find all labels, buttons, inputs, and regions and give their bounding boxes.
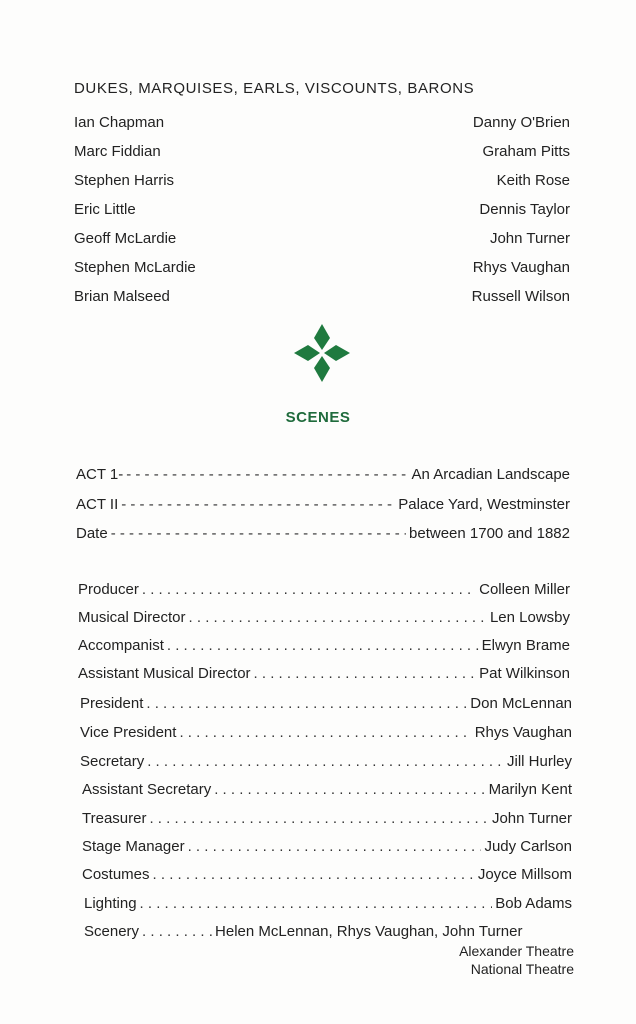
credit-role: Accompanist (78, 637, 164, 654)
leader-dots (179, 724, 471, 741)
leader-dots (142, 923, 212, 940)
credit-row (78, 581, 570, 598)
scenery-credit-extra (459, 942, 574, 978)
credit-row (80, 753, 572, 770)
credit-role: Treasurer (82, 810, 147, 827)
cast-member: Stephen McLardie (74, 259, 196, 276)
cast-list-right (472, 112, 570, 315)
leader-dashes (126, 466, 408, 483)
scenes-title: SCENES (285, 409, 351, 426)
scene-label: ACT II (76, 496, 119, 513)
credit-row (82, 838, 572, 855)
scene-value: Palace Yard, Westminster (398, 496, 570, 513)
leader-dots (142, 581, 476, 598)
leader-dots (254, 665, 477, 682)
credit-name: Colleen Miller (479, 581, 570, 598)
leader-dots (167, 637, 479, 654)
credit-role: Costumes (82, 866, 150, 883)
credit-role: Producer (78, 581, 139, 598)
cast-member: Ian Chapman (74, 114, 165, 131)
credit-role: Scenery (84, 923, 140, 940)
cast-member: Geoff McLardie (74, 230, 177, 247)
cast-member: Brian Malseed (74, 288, 170, 305)
credit-role: Lighting (84, 895, 137, 912)
leader-dots (189, 609, 487, 626)
leader-dots (147, 753, 504, 770)
cast-member: Rhys Vaughan (472, 259, 570, 276)
credit-row (82, 781, 572, 798)
cast-member: Russell Wilson (471, 288, 570, 305)
credit-row (84, 923, 574, 940)
cast-member: Marc Fiddian (74, 143, 161, 160)
leader-dashes (111, 525, 406, 542)
credit-role: President (80, 695, 144, 712)
credit-name: Helen McLennan, Rhys Vaughan, John Turner (215, 923, 523, 940)
credit-name: Judy Carlson (484, 838, 572, 855)
scenery-extra-line: National Theatre (470, 961, 574, 977)
cast-heading: DUKES, MARQUISES, EARLS, VISCOUNTS, BARONS (74, 80, 475, 97)
cast-list-left (74, 112, 196, 315)
scene-label: ACT 1- (76, 466, 124, 483)
credit-role: Assistant Secretary (82, 781, 212, 798)
leader-dots (188, 838, 482, 855)
credit-name: Bob Adams (495, 895, 572, 912)
scene-row (76, 466, 570, 483)
leader-dots (153, 866, 475, 883)
cast-member: Keith Rose (496, 172, 570, 189)
credit-row (80, 695, 572, 712)
cast-member: Stephen Harris (74, 172, 175, 189)
credit-role: Musical Director (78, 609, 186, 626)
scenery-extra-line: Alexander Theatre (459, 943, 574, 959)
leader-dots (149, 810, 488, 827)
credit-row (82, 866, 572, 883)
credit-name: Don McLennan (470, 695, 572, 712)
credit-role: Secretary (80, 753, 145, 770)
credit-row (80, 724, 572, 741)
credit-row (78, 665, 570, 682)
credit-role: Assistant Musical Director (78, 665, 251, 682)
credit-row (78, 609, 570, 626)
credit-role: Stage Manager (82, 838, 185, 855)
credit-name: Len Lowsby (489, 609, 570, 626)
cast-member: Dennis Taylor (479, 201, 570, 218)
scene-row (76, 525, 570, 542)
credit-row (78, 637, 570, 654)
credit-role: Vice President (80, 724, 177, 741)
credit-name: Marilyn Kent (488, 781, 572, 798)
credit-name: Joyce Millsom (477, 866, 572, 883)
credit-name: Rhys Vaughan (474, 724, 572, 741)
cast-member: John Turner (489, 230, 570, 247)
credit-row (82, 810, 572, 827)
scene-value: between 1700 and 1882 (409, 525, 570, 542)
cast-member: Eric Little (74, 201, 136, 218)
credit-name: Jill Hurley (506, 753, 572, 770)
scene-value: An Arcadian Landscape (411, 466, 570, 483)
cast-member: Danny O'Brien (472, 114, 570, 131)
leader-dots (146, 695, 467, 712)
scene-label: Date (76, 525, 108, 542)
credit-name: Pat Wilkinson (479, 665, 570, 682)
cast-member: Graham Pitts (482, 143, 570, 160)
leader-dots (214, 781, 485, 798)
credit-name: John Turner (491, 810, 572, 827)
scene-row (76, 496, 570, 513)
credit-name: Elwyn Brame (481, 637, 570, 654)
credit-row (84, 895, 572, 912)
leader-dashes (121, 496, 395, 513)
leader-dots (140, 895, 493, 912)
green-diamond-flower-icon (292, 322, 352, 384)
